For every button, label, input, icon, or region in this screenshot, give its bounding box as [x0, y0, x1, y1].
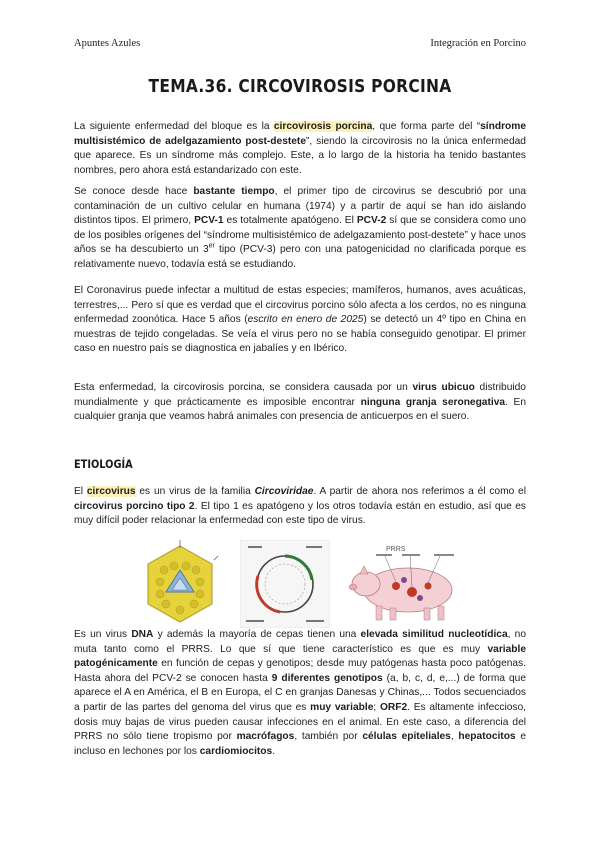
- paragraph-intro: La siguiente enfermedad del bloque es la circovirosis porcina, que forma parte del “síndrome multisistémico de adelgazamiento post-destete”, siendo la circovirosis no la única enfermedad que aparece. Es un síndrome más complejo. Este, a lo largo de la historia ha tenido bastantes nombres, pero ahora está estandarizado con este.: [74, 121, 526, 176]
- page-title: TEMA.36. CIRCOVIROSIS PORCINA: [148, 76, 452, 97]
- genome-map-figure: [240, 540, 330, 628]
- paragraph-dna-virus: Es un virus DNA y además la mayoría de cepas tienen una elevada similitud nucleotídica, no muta tanto como el PRRS. Lo que sí que tiene característico es que es muy variable patogénicamente en función de cepas y genotipos; desde muy patógenas hasta poco patógenas. Hasta ahora del PCV-2 se conocen hasta 9 diferentes genotipos (a, b, c, d, e,...) de forma que aparece el A en América, el B en Europa, el C en granjas Danesas y Chinas,... Todos secuenciados a partir de las partes del genoma del virus que es muy variable; ORF2. Es altamente infeccioso, dosis muy bajas de virus pueden causar infecciones en el animal. En este caso, a diferencia del PRRS no sólo tiene tropismo por macrófagos, también por células epiteliales, hepatocitos e incluso en lechones por los cardiomiocitos.: [74, 629, 526, 757]
- pig-figure-label: PRRS: [386, 546, 406, 553]
- highlight-circovirus: circovirus: [86, 486, 136, 497]
- paragraph-species: El Coronavirus puede infectar a multitud de estas especies; mamíferos, humanos, aves acuáticas, terrestres,... Pero sí que es verdad que el circovirus porcino sólo afecta a los cerdos, no es ninguna enfermedad zoonótica. Hace 5 años (escrito en enero de 2025) se detectó un 4º tipo en China en muestras de tejido congeladas. Se veía el virus pero no se había conseguido genotipar. El primer caso en nuestro país se diagnostica en jabalíes y en Ibérico.: [74, 285, 526, 355]
- section-etiologia: ETIOLOGÍA: [74, 457, 133, 471]
- highlight-circovirosis: circovirosis porcina: [273, 121, 373, 132]
- header-left: Apuntes Azules: [74, 38, 141, 49]
- header-right: Integración en Porcino: [430, 38, 526, 49]
- paragraph-history: Se conoce desde hace bastante tiempo, el primer tipo de circovirus se descubrió por una contaminación de un cultivo celular en humana (1974) y a partir de aquí se han ido aislando distintos tipos. El primero, PCV-1 es totalmente apatógeno. El PCV-2 sí que se considera como uno de los posibles orígenes del “síndrome multisistémico de adelgazamiento post-destete” y hace unos años se ha descubierto un 3er tipo (PCV-3) pero con una patogenicidad no clarificada porque es relativamente nuevo, todavía está se estudiando.: [74, 186, 527, 270]
- figure-row: [140, 540, 470, 628]
- virus-capsid-figure: [140, 540, 220, 628]
- paragraph-ubiquity: Esta enfermedad, la circovirosis porcina, se considera causada por un virus ubicuo distribuido mundialmente y que prácticamente es imposible encontrar ninguna granja seronegativa. En cualquier granja que veamos habrá animales con presencia de anticuerpos en el suero.: [74, 382, 526, 423]
- paragraph-etiology: El circovirus es un virus de la familia Circoviridae. A partir de ahora nos referimos a él como el circovirus porcino tipo 2. El tipo 1 es apatógeno y los otros todavía están en estudio, así que es muy difícil poder relacionar la enfermedad con este tipo de virus.: [74, 486, 526, 527]
- pig-tropism-figure: [340, 540, 470, 628]
